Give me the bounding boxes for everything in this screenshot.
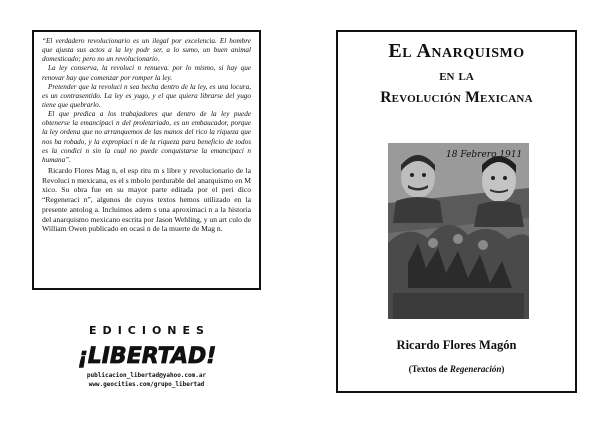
cover-photo-illustration [388, 143, 529, 319]
author-name: Ricardo Flores Magón [396, 338, 517, 352]
cover-subtitle [338, 364, 575, 374]
title-line-2-text: en la [439, 67, 474, 84]
front-cover [336, 30, 577, 393]
photo-caption: 18 Febrero 1911 [446, 150, 523, 160]
subtitle-suffix: ) [501, 364, 505, 374]
logo-lettering: ¡LIBERTAD! [77, 344, 216, 369]
libertad-logo-icon [77, 339, 217, 369]
publisher-email: publicacion_libertad@yahoo.com.ar [86, 372, 207, 379]
publisher-label: EDICIONES [89, 324, 210, 337]
publisher-website: www.geocities.com/grupo_libertad [88, 381, 205, 388]
quote-paragraph: La ley conserva, la revoluci n renueva. por lo mismo, si hay que renovar hay que comenzar por romper la ley. [42, 64, 251, 82]
quote-paragraph: Pretender que la revoluci n sea hecha dentro de la ley, es una locura, es un contrasentido. La ley es yugo, y el que quiera librarse del yugo tiene que quebrarlo. [42, 82, 251, 109]
publisher-logo [32, 339, 261, 369]
title-line-2 [338, 67, 575, 85]
title-line-1-text: El Anarquismo [388, 40, 525, 62]
quote-paragraph: El que predica a los trabajadores que dentro de la ley puede obtenerse la emancipaci n del proletariado, es un embaucador, porque la ley ordena que no arranquemos de las manos del rico la riqueza que nos ha robado, y la expropiaci n de la riqueza para beneficio de todos es la condici n sin la cual no puede conquistarse la emancipaci n humana”. [42, 110, 251, 164]
subtitle-prefix: (Textos de [408, 364, 450, 374]
back-cover-text-box [32, 30, 261, 290]
title-line-3 [338, 89, 575, 106]
book-title [338, 40, 575, 106]
author-bio-paragraph: Ricardo Flores Mag n, el esp ritu m s libre y revolucionario de la Revoluci n mexicana, es el s mbolo perdurable del anarquismo en M xico. Su obra fue en su mayor parte editada por el peri dico “Regeneraci n”, algunos de cuyos textos hemos utilizado en la presente antolog a. Incluimos adem s una aproximaci n a la historia del anarquismo mexicano escrita por Jason Wehling, y un art culo de William Owen publicado en ocasi n de la muerte de Mag n. [42, 165, 251, 234]
publisher-block [32, 324, 261, 389]
cover-photo [388, 143, 529, 319]
title-line-3-text: Revolución Mexicana [380, 88, 533, 106]
subtitle-italic: Regeneración [449, 364, 502, 374]
quote-paragraph: “El verdadero revolucionario es un ilegal por excelencia. El hombre que ajusta sus actos a la ley podr ser, a lo sumo, un buen animal domesticado; pero no un revolucionario. [42, 37, 251, 64]
title-line-1 [338, 40, 575, 62]
